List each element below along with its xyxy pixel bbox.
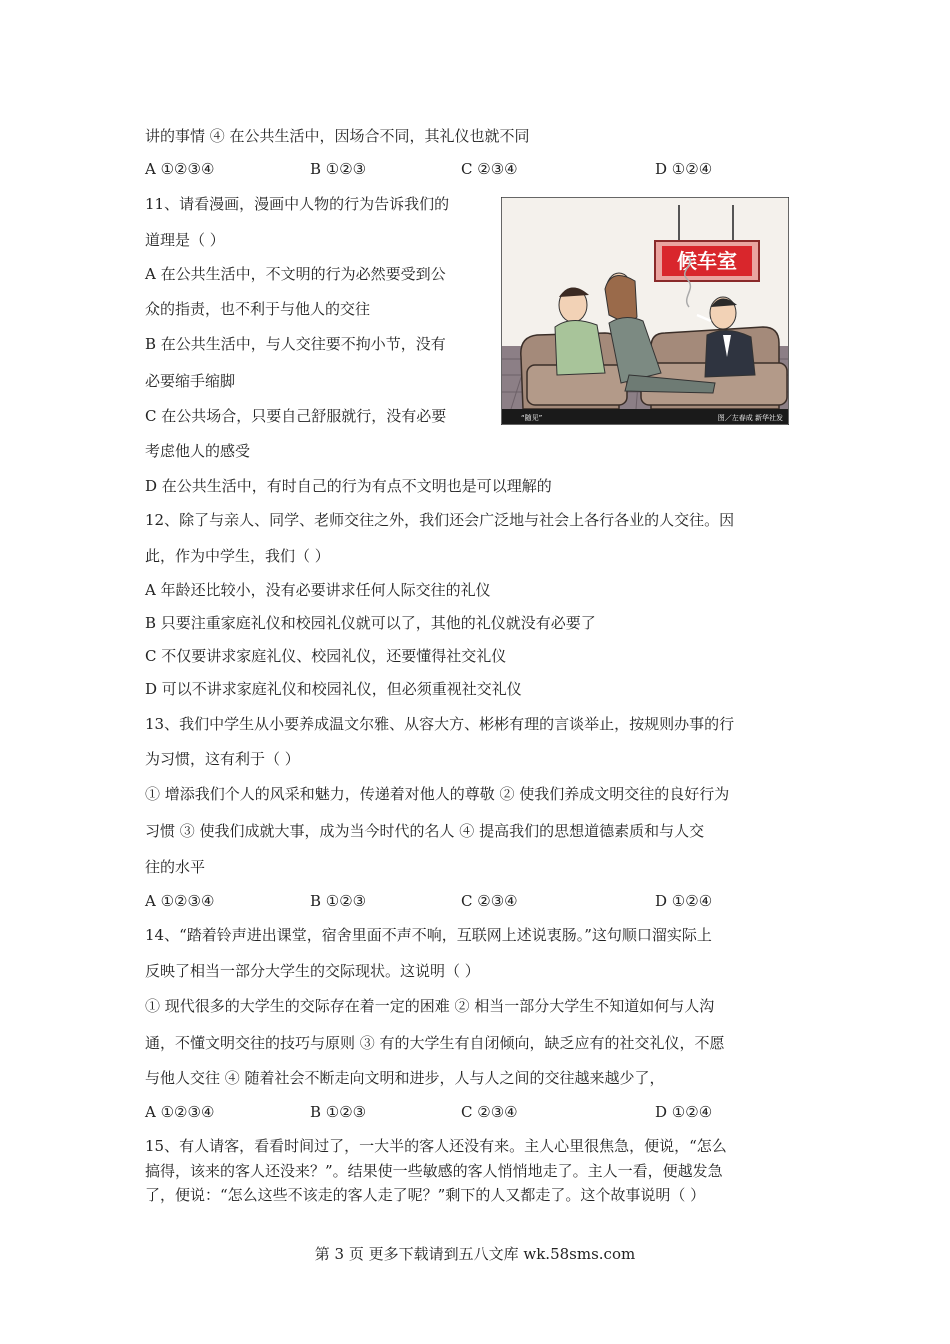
page-footer: 第 3 页 更多下载请到五八文库 wk.58sms.com (314, 1245, 636, 1263)
q11-option-b-cont: 必要缩手缩脚 (145, 372, 236, 390)
q12-option-b: B 只要注重家庭礼仪和校园礼仪就可以了，其他的礼仪就没有必要了 (145, 614, 596, 632)
cartoon-caption-left: “随见” (521, 414, 543, 422)
q14-statements: ① 现代很多的大学生的交际存在着一定的困难 ② 相当一部分大学生不知道如何与人沟 (145, 997, 715, 1015)
question-14-stem-cont: 反映了相当一部分大学生的交际现状。这说明（ ） (145, 962, 480, 980)
q11-option-b: B 在公共生活中，与人交往要不拘小节，没有 (145, 335, 446, 353)
q11-option-d: D 在公共生活中，有时自己的行为有点不文明也是可以理解的 (145, 477, 552, 495)
question-11-stem: 11、请看漫画，漫画中人物的行为告诉我们的 (145, 195, 450, 213)
q12-option-d: D 可以不讲求家庭礼仪和校园礼仪，但必须重视社交礼仪 (145, 680, 522, 698)
q11-option-a: A 在公共生活中，不文明的行为必然要受到公 (145, 265, 446, 283)
q11-option-a-cont: 众的指责，也不利于与他人的交往 (145, 300, 371, 318)
cartoon-caption-right: 图／左春成 新华社发 (717, 414, 783, 422)
q11-option-c-cont: 考虑他人的感受 (145, 442, 251, 460)
sign-text: 候车室 (677, 249, 737, 273)
option-d: D ①②④ (655, 160, 713, 178)
q13-statements-cont: 习惯 ③ 使我们成就大事，成为当今时代的名人 ④ 提高我们的思想道德素质和与人交 (145, 822, 705, 840)
option-a: A ①②③④ (145, 160, 215, 178)
text-line: 讲的事情 ④ 在公共生活中，因场合不同，其礼仪也就不同 (145, 127, 530, 145)
option-b: B ①②③ (310, 1103, 367, 1121)
question-13-stem: 13、我们中学生从小要养成温文尔雅、从容大方、彬彬有理的言谈举止，按规则办事的行 (145, 715, 735, 733)
option-d: D ①②④ (655, 892, 713, 910)
option-b: B ①②③ (310, 160, 367, 178)
question-15-stem-cont: 搞得，该来的客人还没来？”。结果使一些敏感的客人悄悄地走了。主人一看，便越发急 (145, 1162, 723, 1180)
option-a: A ①②③④ (145, 892, 215, 910)
question-14-stem: 14、“踏着铃声进出课堂，宿舍里面不声不响，互联网上述说衷肠。”这句顺口溜实际上 (145, 926, 712, 944)
question-11-stem-cont: 道理是（ ） (145, 231, 225, 249)
q14-statements-end: 与他人交往 ④ 随着社会不断走向文明和进步，人与人之间的交往越来越少了， (145, 1069, 665, 1087)
q13-statements-end: 往的水平 (145, 858, 206, 876)
question-13-stem-cont: 为习惯，这有利于（ ） (145, 750, 300, 768)
option-row (145, 1102, 805, 1122)
option-row (145, 159, 805, 179)
q13-statements: ① 增添我们个人的风采和魅力，传递着对他人的尊敬 ② 使我们养成文明交往的良好行为 (145, 785, 730, 803)
option-row (145, 891, 805, 911)
option-a: A ①②③④ (145, 1103, 215, 1121)
cartoon-image (501, 197, 789, 425)
q11-option-c: C 在公共场合，只要自己舒服就行，没有必要 (145, 407, 447, 425)
option-b: B ①②③ (310, 892, 367, 910)
option-c: C ②③④ (461, 892, 518, 910)
option-c: C ②③④ (461, 160, 518, 178)
option-d: D ①②④ (655, 1103, 713, 1121)
question-12-stem: 12、除了与亲人、同学、老师交往之外，我们还会广泛地与社会上各行各业的人交往。因 (145, 511, 735, 529)
question-12-stem-cont: 此，作为中学生，我们（ ） (145, 547, 330, 565)
question-15-stem: 15、有人请客，看看时间过了，一大半的客人还没有来。主人心里很焦急，便说，“怎么 (145, 1137, 727, 1155)
question-15-stem-end: 了，便说：“怎么这些不该走的客人走了呢？”剩下的人又都走了。这个故事说明（ ） (145, 1186, 706, 1204)
q14-statements-cont: 通，不懂文明交往的技巧与原则 ③ 有的大学生有自闭倾向，缺乏应有的社交礼仪，不愿 (145, 1034, 725, 1052)
q12-option-a: A 年龄还比较小，没有必要讲求任何人际交往的礼仪 (145, 581, 491, 599)
option-c: C ②③④ (461, 1103, 518, 1121)
q12-option-c: C 不仅要讲求家庭礼仪、校园礼仪，还要懂得社交礼仪 (145, 647, 507, 665)
